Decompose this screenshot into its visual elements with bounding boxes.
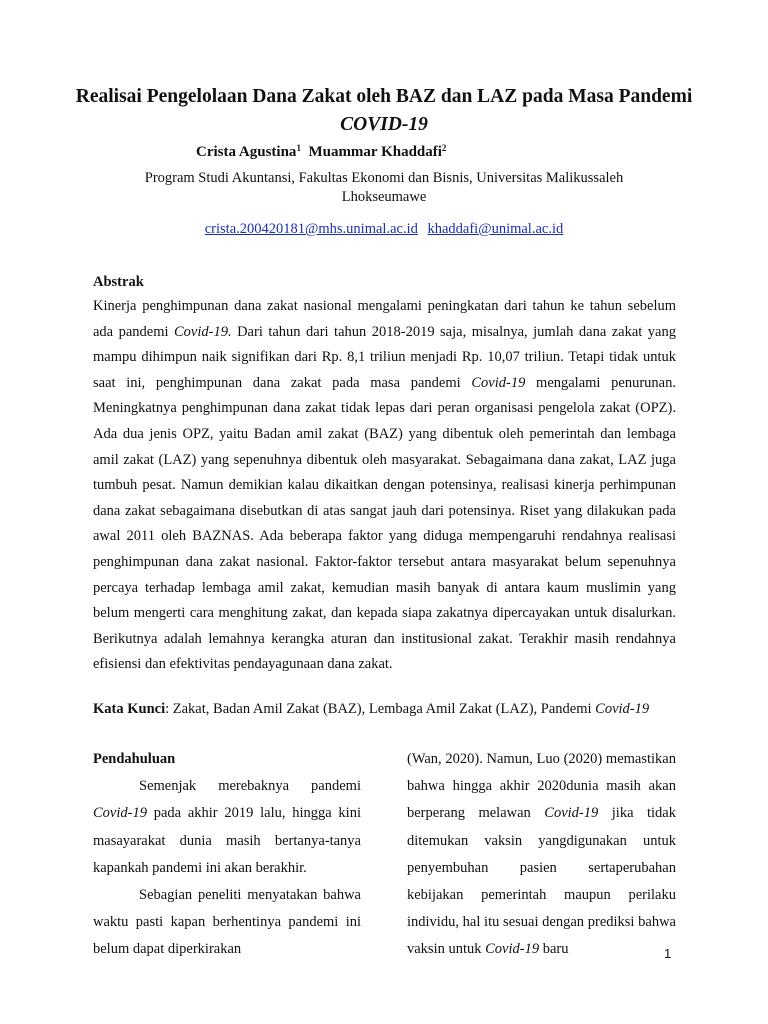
keywords-italic: Covid-19 (595, 701, 650, 717)
intro-r1-italic-1: Covid-19 (544, 805, 599, 822)
author-list (196, 143, 446, 161)
author-1-affil-mark: 1 (296, 143, 301, 153)
author-1-name: Crista Agustina (196, 144, 297, 160)
intro-r1-text-a: (Wan, 2020). Namun, Luo (2020) memastikan bahwa hingga akhir 2020dunia masih akan berperang melawan (407, 751, 676, 822)
email-link-1[interactable]: crista.200420181@mhs.unimal.ac.id (204, 221, 418, 237)
keywords-line (93, 697, 676, 723)
page-number: 1 (664, 946, 672, 961)
intro-heading: Pendahuluan (93, 751, 176, 767)
paper-title (60, 84, 708, 138)
title-line-1: Realisai Pengelolaan Dana Zakat oleh BAZ dan LAZ pada Masa Pandemi (75, 86, 693, 107)
intro-paragraph-1 (93, 773, 361, 882)
intro-p1-text-a: Semenjak merebaknya pandemi (139, 778, 361, 795)
keywords-text: : Zakat, Badan Amil Zakat (BAZ), Lembaga Amil Zakat (LAZ), Pandemi (165, 701, 596, 717)
intro-r1-text-b: jika tidak ditemukan vaksin yangdigunakan untuk penyembuhan pasien sertaperubahan kebijakan pemerintah maupun perilaku individu, hal itu sesuai dengan prediksi bahwa vaksin untuk (407, 805, 676, 958)
author-2-name: Muammar Khaddafi (308, 144, 442, 160)
intro-right-column (407, 746, 676, 964)
title-line-2: COVID-19 (340, 114, 428, 135)
keywords-label: Kata Kunci (93, 701, 166, 717)
abstract-text-2: Dari tahun dari tahun 2018-2019 saja, misalnya, jumlah dana zakat yang mampu dihimpun naik signifikan dari Rp. 8,1 triliun menjadi Rp. 10,07 triliun. Tetapi tidak untuk saat ini, penghimpunan dana zakat pada masa pandemi (93, 323, 676, 391)
abstract-italic-2: Covid-19 (471, 374, 526, 391)
abstract-text-3: mengalami penurunan. Meningkatnya penghimpunan dana zakat tidak lepas dari peran organisasi pengelola zakat (OPZ). Ada dua jenis OPZ, yaitu Badan amil zakat (BAZ) yang dibentuk oleh pemerintah dan lembaga amil zakat (LAZ) yang sepenuhnya dibentuk oleh masyarakat. Sebagaimana dana zakat, LAZ juga tumbuh pesat. Namun demikian kalau dikaitkan dengan potensinya, realisasi kinerja perhimpunan dana zakat sebagaimana disebutkan di atas sangat jauh dari potensinya. Riset yang dilakukan pada awal 2011 oleh BAZNAS. Ada beberapa faktor yang diduga mempengaruhi rendahnya realisasi penghimpunan dana zakat nasional. Faktor-faktor tersebut antara masyarakat belum sepenuhnya percaya terhadap lembaga amil zakat, kemudian masih banyak di antara kaum muslimin yang belum mengerti cara menghitung zakat, dan kepada siapa zakatnya dipercayakan untuk disalurkan. Berikutnya adalah lemahnya kerangka aturan dan institusional zakat. Terakhir masih rendahnya efisiensi dan efektivitas pendayagunaan dana zakat. (93, 374, 676, 673)
abstract-italic-1: Covid-19. (174, 323, 232, 340)
intro-p1-italic: Covid-19 (93, 805, 147, 822)
intro-r1-text-c: baru (539, 941, 569, 958)
author-2-affil-mark: 2 (441, 143, 447, 153)
intro-p1-text-b: pada akhir 2019 lalu, hingga kini masayarakat dunia masih bertanya-tanya kapankah pandemi ini akan berakhir. (93, 805, 361, 876)
intro-paragraph-2: Sebagian peneliti menyatakan bahwa waktu pasti kapan berhentinya pandemi ini belum dapat diperkirakan (93, 887, 361, 958)
intro-r1-italic-2: Covid-19 (485, 941, 540, 958)
abstract-heading: Abstrak (93, 274, 144, 290)
affiliation: Program Studi Akuntansi, Fakultas Ekonomi dan Bisnis, Universitas Malikussaleh Lhokseumawe (144, 170, 624, 205)
abstract-body (93, 294, 676, 678)
email-link-2[interactable]: khaddafi@unimal.ac.id (427, 221, 564, 237)
intro-paragraph-3 (407, 746, 676, 964)
abstract-text-1: Kinerja penghimpunan dana zakat nasional mengalami peningkatan dari tahun ke tahun sebelum ada pandemi (93, 298, 676, 340)
intro-left-column (93, 746, 361, 964)
author-emails (60, 221, 708, 238)
